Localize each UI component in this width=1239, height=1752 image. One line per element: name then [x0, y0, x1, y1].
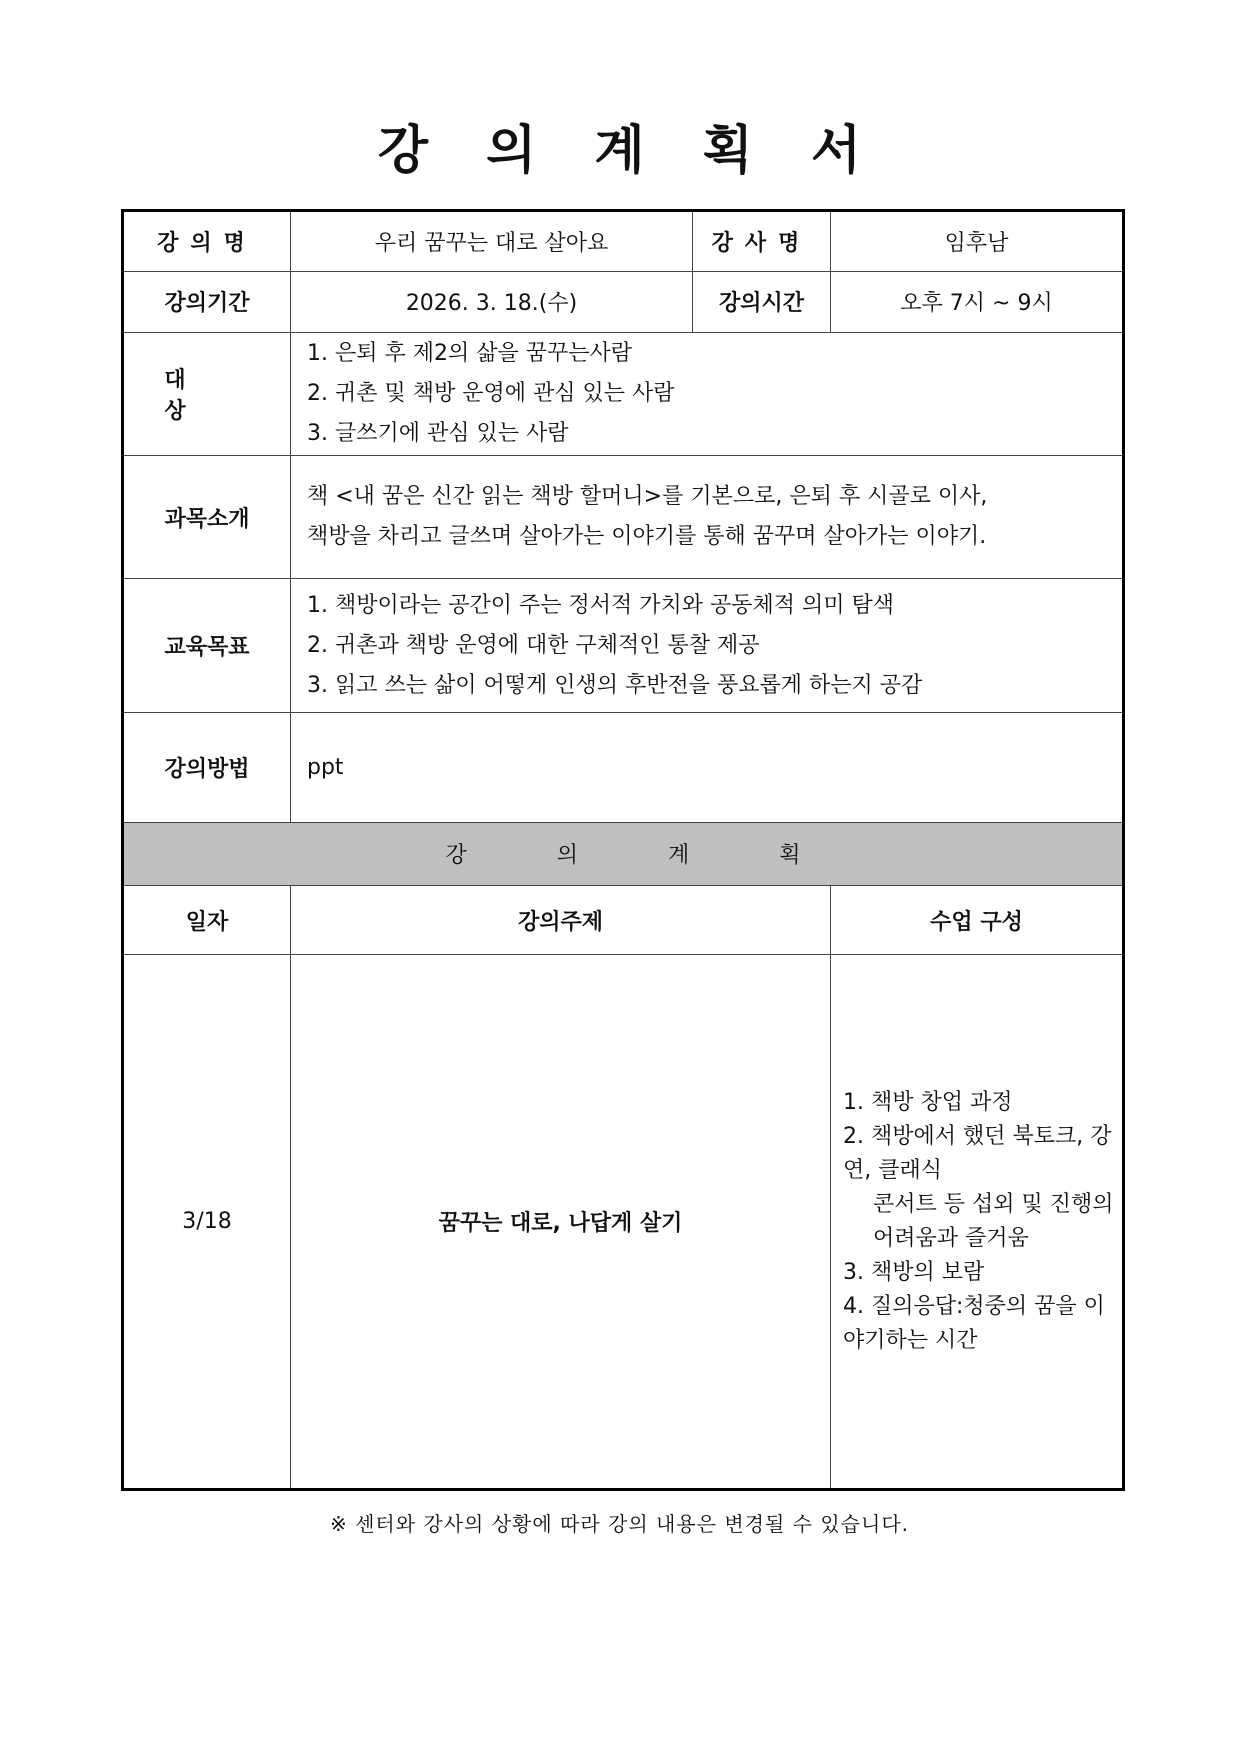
goal-label: 교육목표 [123, 579, 291, 713]
row-plan-headers [123, 885, 1124, 955]
intro-text [291, 456, 1124, 579]
plan-topic: 꿈꾸는 대로, 나답게 살기 [291, 955, 831, 1490]
row-lecture-name [123, 211, 1124, 272]
time-label: 강의시간 [693, 271, 831, 333]
goal-item: 1. 책방이라는 공간이 주는 정서적 가치와 공동체적 의미 탐색 [307, 592, 894, 618]
target-list [291, 333, 1124, 456]
method-label: 강의방법 [123, 713, 291, 823]
time-value: 오후 7시 ~ 9시 [831, 271, 1124, 333]
period-value: 2026. 3. 18.(수) [291, 271, 693, 333]
target-item: 1. 은퇴 후 제2의 삶을 꿈꾸는사람 [307, 341, 632, 367]
plan-item: 콘서트 등 섭외 및 진행의 어려움과 즐거움 [873, 1191, 1114, 1251]
goal-list [291, 579, 1124, 713]
lecture-name-value: 우리 꿈꾸는 대로 살아요 [291, 211, 693, 272]
row-target [123, 333, 1124, 456]
row-period [123, 271, 1124, 333]
row-plan-section [123, 823, 1124, 886]
instructor-label: 강사명 [693, 211, 831, 272]
plan-item: 4. 질의응답:청중의 꿈을 이야기하는 시간 [843, 1293, 1105, 1353]
target-item: 3. 글쓰기에 관심 있는 사람 [307, 421, 569, 447]
plan-item: 3. 책방의 보람 [843, 1259, 985, 1285]
intro-line: 책 <내 꿈은 신간 읽는 책방 할머니>를 기본으로, 은퇴 후 시골로 이사, [307, 484, 988, 510]
plan-structure-list [831, 955, 1124, 1490]
goal-item: 3. 읽고 쓰는 삶이 어떻게 인생의 후반전을 풍요롭게 하는지 공감 [307, 672, 923, 698]
plan-item: 1. 책방 창업 과정 [843, 1089, 1013, 1115]
plan-date: 3/18 [123, 955, 291, 1490]
lecture-name-label: 강의명 [123, 211, 291, 272]
intro-line: 책방을 차리고 글쓰며 살아가는 이야기를 통해 꿈꾸며 살아가는 이야기. [307, 524, 987, 550]
target-item: 2. 귀촌 및 책방 운영에 관심 있는 사람 [307, 381, 675, 407]
plan-section-title: 강의계획 [123, 823, 1124, 886]
plan-item: 2. 책방에서 했던 북토크, 강연, 클래식 [843, 1123, 1112, 1183]
row-intro [123, 456, 1124, 579]
header-date: 일자 [123, 885, 291, 955]
header-topic: 강의주제 [291, 885, 831, 955]
instructor-value: 임후남 [831, 211, 1124, 272]
footnote: ※ 센터와 강사의 상황에 따라 강의 내용은 변경될 수 있습니다. [329, 1512, 909, 1536]
lecture-plan-table [121, 209, 1125, 1491]
intro-label: 과목소개 [123, 456, 291, 579]
period-label: 강의기간 [123, 271, 291, 333]
header-structure: 수업 구성 [831, 885, 1124, 955]
row-method [123, 713, 1124, 823]
row-goals [123, 579, 1124, 713]
method-value: ppt [291, 713, 1124, 823]
target-label: 대상 [123, 333, 291, 456]
page-title: 강의계획서 [377, 120, 920, 181]
row-plan-content [123, 955, 1124, 1490]
goal-item: 2. 귀촌과 책방 운영에 대한 구체적인 통찰 제공 [307, 632, 760, 658]
